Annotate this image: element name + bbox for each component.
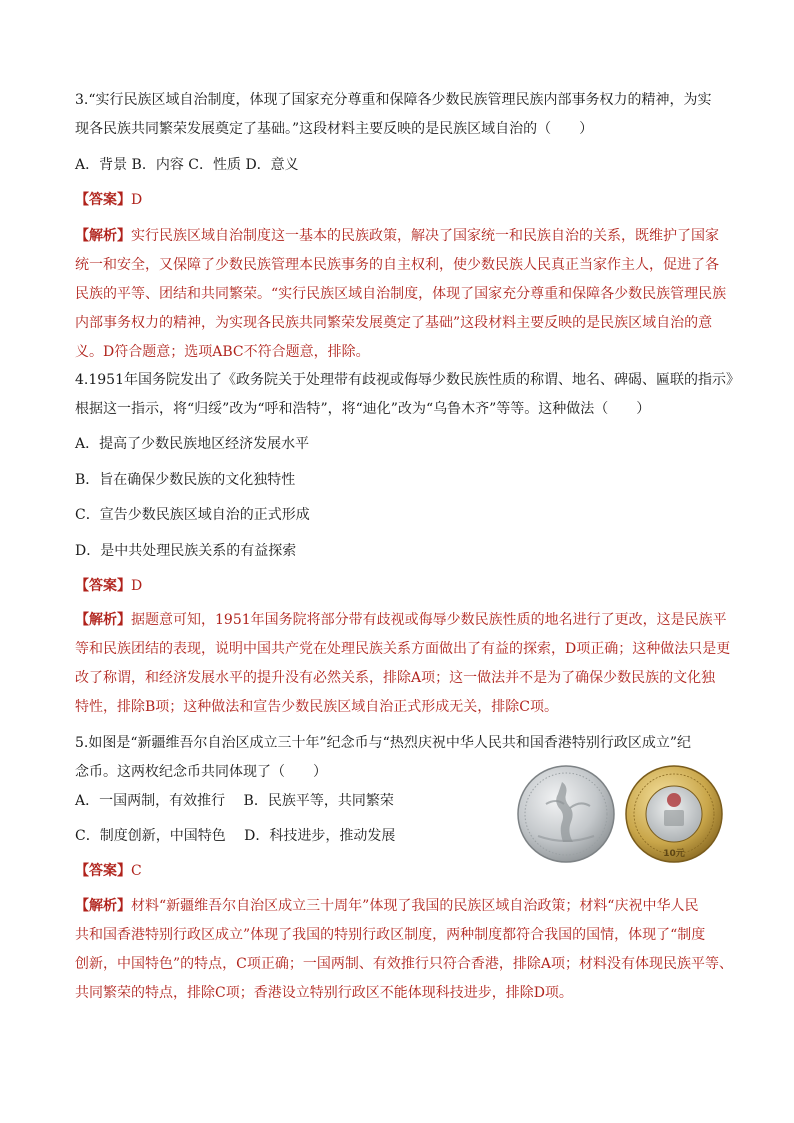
q5-options-row-1: A．一国两制，有效推行 B．民族平等，共同繁荣 bbox=[75, 793, 394, 809]
q5-analysis-line-4: 共同繁荣的特点，排除C项；香港设立特别行政区不能体现科技进步，排除D项。 bbox=[75, 985, 573, 1001]
q3-stem-line-2: 现各民族共同繁荣发展奠定了基础。”这段材料主要反映的是民族区域自治的（ ） bbox=[75, 121, 594, 137]
analysis-tag: 【解析】 bbox=[75, 612, 131, 628]
q5-analysis-line-3: 创新，中国特色”的特点，C项正确；一国两制、有效推行只符合香港，排除A项；材料没有体现民族平等、 bbox=[75, 956, 733, 972]
q3-analysis-line-3: 民族的平等、团结和共同繁荣。“实行民族区域自治制度，体现了国家充分尊重和保障各少数民族管理民族 bbox=[75, 286, 727, 302]
q3-options-text: A．背景 B．内容 C．性质 D．意义 bbox=[75, 157, 299, 173]
analysis-tag: 【解析】 bbox=[75, 228, 131, 244]
question-4 bbox=[75, 366, 740, 424]
q4-analysis-line-1: 据题意可知，1951年国务院将部分带有歧视或侮辱少数民族性质的地名进行了更改，这是民族平 bbox=[131, 612, 727, 628]
hongkong-coin bbox=[626, 766, 722, 862]
q3-analysis bbox=[75, 222, 725, 367]
q4-analysis-line-2: 等和民族团结的表现，说明中国共产党在处理民族关系方面做出了有益的探索，D项正确；这种做法只是更 bbox=[75, 641, 731, 657]
q5-analysis bbox=[75, 892, 733, 1008]
q4-option-c: C．宣告少数民族区域自治的正式形成 bbox=[75, 507, 310, 523]
analysis-tag: 【解析】 bbox=[75, 898, 131, 914]
q4-analysis bbox=[75, 606, 731, 722]
answer-tag: 【答案】 bbox=[75, 863, 131, 879]
q4-option-d: D．是中共处理民族关系的有益探索 bbox=[75, 543, 297, 559]
q4-analysis-line-3: 改了称谓，和经济发展水平的提升没有必然关系，排除A项；这一做法并不是为了确保少数民族的文化独 bbox=[75, 670, 716, 686]
q3-analysis-line-2: 统一和安全，又保障了少数民族管理本民族事务的自主权利，使少数民族人民真正当家作主人，促进了各 bbox=[75, 257, 719, 273]
q4-answer bbox=[75, 572, 725, 601]
q3-stem-line-1: 3.“实行民族区域自治制度，体现了国家充分尊重和保障各少数民族管理民族内部事务权力的精神，为实 bbox=[75, 92, 712, 108]
commemorative-coins-image bbox=[516, 764, 724, 864]
answer-value: D bbox=[131, 192, 143, 208]
q4-stem-line-1: 4.1951年国务院发出了《政务院关于处理带有歧视或侮辱少数民族性质的称谓、地名、碑碣、匾联的指示》 bbox=[75, 372, 740, 388]
q5-analysis-line-1: 材料“新疆维吾尔自治区成立三十周年”体现了我国的民族区域自治政策；材料“庆祝中华人民 bbox=[131, 898, 699, 914]
q3-answer bbox=[75, 186, 725, 215]
q5-stem-line-1: 5.如图是“新疆维吾尔自治区成立三十年”纪念币与“热烈庆祝中华人民共和国香港特别行政区成立”纪 bbox=[75, 735, 691, 751]
q5-analysis-line-2: 共和国香港特别行政区成立”体现了我国的特别行政区制度，两种制度都符合我国的国情，体现了“制度 bbox=[75, 927, 706, 943]
q3-analysis-line-5: 义。D符合题意；选项ABC不符合题意，排除。 bbox=[75, 344, 370, 360]
q5-stem-line-2: 念币。这两枚纪念币共同体现了（ ） bbox=[75, 764, 327, 780]
answer-tag: 【答案】 bbox=[75, 578, 131, 594]
xinjiang-coin bbox=[518, 766, 614, 862]
q3-options bbox=[75, 151, 725, 180]
question-3 bbox=[75, 86, 725, 144]
q4-option-b: B．旨在确保少数民族的文化独特性 bbox=[75, 472, 296, 488]
answer-value: C bbox=[131, 863, 142, 879]
q4-analysis-line-4: 特性，排除B项；这种做法和宣告少数民族区域自治正式形成无关，排除C项。 bbox=[75, 699, 558, 715]
coin-denomination: 10元 bbox=[663, 849, 685, 859]
q3-analysis-line-1: 实行民族区域自治制度这一基本的民族政策，解决了国家统一和民族自治的关系，既维护了国家 bbox=[131, 228, 719, 244]
answer-value: D bbox=[131, 578, 143, 594]
q5-options-row-2: C．制度创新，中国特色 D．科技进步，推动发展 bbox=[75, 828, 396, 844]
answer-tag: 【答案】 bbox=[75, 192, 131, 208]
q4-stem-line-2: 根据这一指示，将“归绥”改为“呼和浩特”，将“迪化”改为“乌鲁木齐”等等。这种做法（ ） bbox=[75, 401, 651, 417]
q4-option-a: A．提高了少数民族地区经济发展水平 bbox=[75, 436, 310, 452]
q3-analysis-line-4: 内部事务权力的精神，为实现各民族共同繁荣发展奠定了基础”这段材料主要反映的是民族区域自治的意 bbox=[75, 315, 713, 331]
